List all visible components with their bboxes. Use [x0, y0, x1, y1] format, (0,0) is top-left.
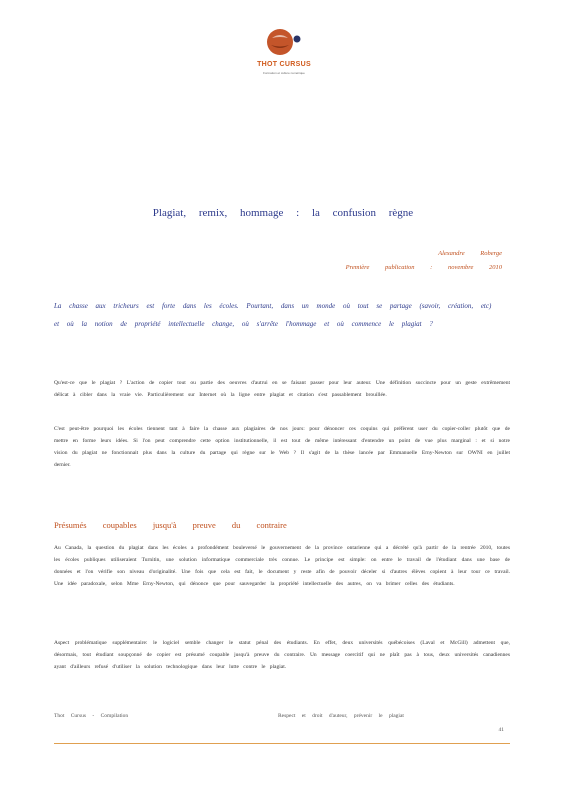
section-paragraph: Au Canada, la question du plagiat dans les écoles a profondément bouleversé le gouvernement de la province ontarienne qui a décrété qu'à partir de la rentrée 2010, toutes les écoles publiques utiliseraient Turnitin, une solution informatique commerciale très connue. Le principe est simple: on entre le travail de l'étudiant dans une base de données et l'on vérifie son niveau d'originalité. Une fois que cela est fait, le document y reste afin de pouvoir déceler si d'autres élèves copient à leur tour ce travail. Une idée paradoxale, selon Mme Erny-Newton, qui dénonce que pour sauvegarder la propriété intellectuelle des autres, on va brimer celles des étudiants.	[54, 545, 511, 587]
author-name: Alexandre Roberge	[438, 250, 502, 257]
lead-paragraph: La chasse aux tricheurs est forte dans les écoles. Pourtant, dans un monde où tout se partage (savoir, création, etc) et où la notion de propriété intellectuelle change, où s'arrête l'hommage et où commence le plagiat ?	[54, 302, 492, 328]
document-title: Plagiat, remix, hommage : la confusion règne	[152, 207, 414, 219]
section-heading: Présumés coupables jusqu'à preuve du contraire	[54, 520, 287, 530]
publication-date: Première publication : novembre 2010	[345, 264, 502, 271]
footer-left-text: Thot Cursus - Compilation	[54, 713, 129, 719]
section-paragraph: Aspect problématique supplémentaire: le logiciel semble changer le statut pénal des étudiants. En effet, deux universités québécoises (Laval et McGill) admettent que, désormais, tout étudiant soupçonné de copier est présumé coupable jusqu'à preuve du contraire. Un message coercitif qui ne plaît pas à tous, deux universités canadiennes ayant d'ailleurs refusé d'utiliser la solution technologique dans leur lutte contre le plagiat.	[54, 640, 510, 670]
logo-name: THOT CURSUS	[257, 61, 311, 68]
logo-mark-icon	[266, 26, 304, 58]
thot-cursus-logo	[252, 24, 316, 80]
body-paragraph: Qu'est-ce que le plagiat ? L'action de copier tout ou partie des oeuvres d'autrui en se faisant passer pour leur auteur. Une définition succincte pour un geste extrêmement délicat à cibler dans la vraie vie. Particulièrement sur Internet où la ligne entre plagiat et citation s'est passablement brouillée.	[54, 380, 510, 398]
footer-divider	[54, 743, 510, 744]
page-number: 41	[498, 727, 504, 733]
body-paragraph: C'est peut-être pourquoi les écoles tiennent tant à faire la chasse aux plagiaires de nos jours: pour dénoncer ces coquins qui préfèrent user du copier-coller plutôt que de mettre en forme leurs idées. Si l'on peut comprendre cette option institutionnelle, il est tout de même intéressant d'entendre un point de vue plus marginal : et si notre vision du plagiat ne fonctionnait plus dans la culture du partage qui règne sur le Web ? Il s'agit de la thèse lancée par Emmanuelle Erny-Newton sur OWNI en juillet dernier.	[54, 426, 510, 468]
logo-tagline: Formation et culture numérique	[263, 71, 305, 75]
footer-middle-text: Respect et droit d'auteur, prévenir le plagiat	[278, 713, 404, 719]
